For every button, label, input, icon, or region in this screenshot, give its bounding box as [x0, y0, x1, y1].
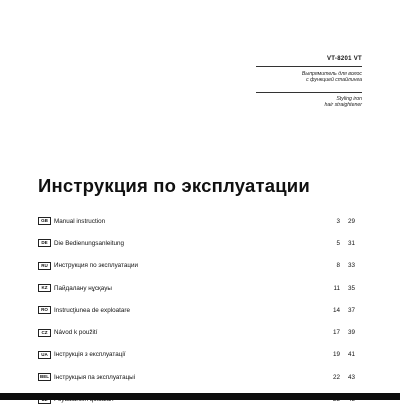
toc-pages: [326, 255, 360, 277]
toc-title: Návod k použití: [54, 329, 98, 337]
product-name-en-line-1: Styling iron: [336, 96, 362, 102]
toc-page-end: 35: [348, 284, 356, 292]
product-name-ru-line-2: с функцией стайлинга: [306, 77, 362, 84]
bottom-bar: [0, 393, 400, 400]
toc-title: Инструкция по эксплуатации: [54, 262, 138, 270]
toc-title: Die Bedienungsanleitung: [54, 239, 125, 247]
table-of-contents: [38, 210, 360, 411]
product-name-ru: [302, 71, 362, 84]
language-code-badge: CZ: [38, 329, 51, 337]
product-name-ru-line-1: Выпрямитель для волос: [301, 71, 362, 77]
toc-row: [38, 277, 360, 299]
toc-page-end: 31: [348, 239, 356, 247]
language-code-badge: UA: [38, 351, 51, 359]
toc-row: [38, 344, 360, 366]
toc-page-start: 8: [336, 262, 340, 270]
product-name-en: [325, 96, 363, 109]
toc-row: [38, 255, 360, 277]
toc-pages: [326, 232, 360, 254]
toc-pages: [326, 210, 360, 232]
toc-title: Instrucţiunea de exploatare: [54, 306, 130, 314]
toc-title: Manual instruction: [54, 217, 106, 225]
toc-page-start: 11: [333, 284, 340, 292]
toc-page-start: 14: [332, 306, 340, 314]
header-rule-top: [256, 66, 362, 67]
toc-page-start: 19: [332, 351, 340, 359]
toc-page-end: 39: [348, 329, 356, 337]
toc-title: Пайдалану нұсқауы: [54, 284, 112, 292]
toc-title: Інструкцыя па эксплуатацыі: [54, 373, 136, 381]
toc-pages: [326, 299, 360, 321]
language-code-badge: RO: [38, 306, 51, 314]
toc-row: [38, 321, 360, 343]
product-name-en-line-2: hair straightener: [324, 102, 362, 109]
language-code-badge: DE: [38, 239, 51, 247]
toc-row: [38, 366, 360, 388]
toc-pages: [326, 366, 360, 388]
toc-pages: [326, 277, 360, 299]
language-code-badge: BEL: [40, 374, 49, 380]
toc-page-end: 41: [348, 351, 356, 359]
toc-row: [38, 232, 360, 254]
model-number: VT-8201 VT: [326, 56, 362, 62]
toc-page-end: 29: [348, 217, 356, 225]
toc-page-start: 5: [336, 239, 340, 247]
toc-page-end: 37: [348, 306, 356, 314]
toc-page-start: 17: [332, 329, 340, 337]
toc-title: Інструкція з експлуатації: [54, 351, 126, 359]
page-title: Инструкция по эксплуатации: [38, 175, 310, 196]
language-code-badge: GB: [38, 217, 51, 225]
toc-page-end: 33: [348, 262, 356, 270]
header-rule-bottom: [256, 92, 362, 93]
toc-pages: [326, 321, 360, 343]
toc-page-start: 3: [336, 217, 340, 225]
toc-row: [38, 299, 360, 321]
language-code-badge: KZ: [38, 284, 51, 292]
toc-page-start: 22: [332, 373, 340, 381]
toc-page-end: 43: [348, 373, 356, 381]
toc-pages: [326, 344, 360, 366]
language-code-badge: RU: [38, 262, 51, 270]
toc-row: [38, 210, 360, 232]
